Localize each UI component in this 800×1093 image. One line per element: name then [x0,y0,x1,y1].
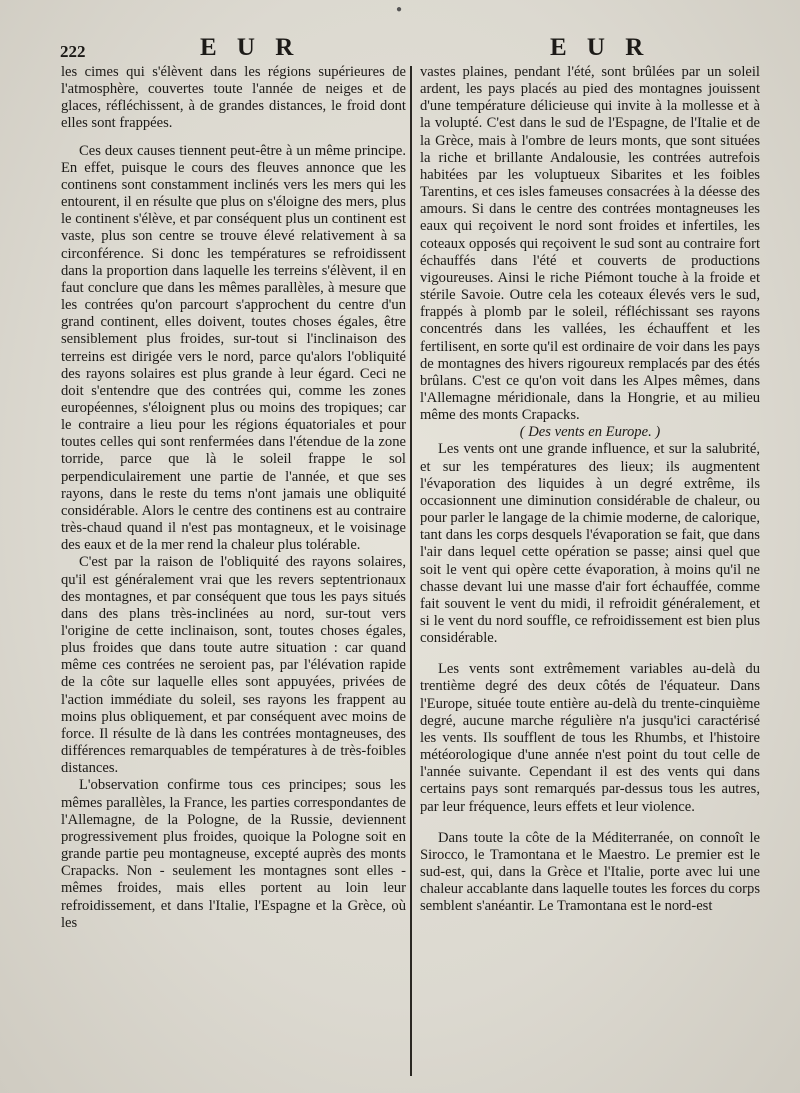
paragraph: vastes plaines, pendant l'été, sont brûlées par un soleil ardent, les pays placés au pied des montagnes jouissent d'une température délicieuse qui invite à la mollesse et à la volupté. C'est dans le sud de l'Espagne, de l'Italie et de la Grèce, mais à l'ombre de leurs monts, que sont situées la riche et brillante Andalousie, les contrées autrefois habitées par les voluptueux Sibarites et les foibles Tarentins, et ces isles fameuses consacrées à la déesse des amours. Si dans le centre des contrées montagneuses les eaux qui reçoivent le nord sont froides et infertiles, les coteaux opposés qui reçoivent le sud sont au contraire fort échauffés dans l'été et couverts de productions vigoureuses. Ainsi le riche Piémont touche à la froide et stérile Savoie. Outre cela les coteaux élevés vers le sud, frappés à plomb par le soleil, réfléchissant ses rayons concentrés dans les vallées, les échauffent et les fertilisent, en sorte qu'il est ordinaire de voir dans les pays de montagnes des hivers rigoureux remplacés par des étés brûlans. C'est ce qu'on voit dans les Alpes mêmes, dans l'Allemagne méridionale, dans la Hongrie, et au milieu même des monts Crapacks. [420,64,761,424]
column-divider [410,66,412,1076]
right-column [420,64,760,916]
paragraph: les cimes qui s'élèvent dans les régions supérieures de l'atmosphère, couvertes toute l'année de neiges et de glaces, réfléchissent, à de grandes distances, le froid dont elles sont frappées. [61,64,406,132]
left-column [61,64,406,932]
running-head-left: E U R [200,34,301,61]
paragraph: Ces deux causes tiennent peut-être à un même principe. En effet, puisque le cours des fleuves annonce que les continens sont constamment inclinés vers les mers qui les entourent, il en résulte que plus on s'éloigne des mers, plus le continent s'élève, et par conséquent plus un continent est vaste, plus son centre se trouve élevé relativement à sa circonférence. Si donc les températures se refroidissent dans la proportion dans laquelle les terreins s'élèvent, il en faut conclure que dans les mêmes parallèles, à mesure que les contrées qu'on parcourt s'approchent du centre d'un grand continent, elles doivent, toutes choses égales, être sensiblement plus froides, sur-tout si l'inclinaison des terreins est dirigée vers le nord, parce qu'alors l'obliquité des rayons solaires est plus grande à leur égard. Ceci ne doit s'entendre que des contrées qui, comme les zones européennes, s'éloignent plus ou moins des tropiques; car le contraire a lieu pour les régions équatoriales et pour toutes celles qui sont renfermées dans l'étendue de la zone torride, parce que là le soleil frappe le sol perpendiculairement une partie de l'année, et que ses rayons, dans le reste du tems n'ont jamais une obliquité considérable. Alors le centre des continens est au contraire très-chaud quand il n'est pas montagneux, et le voisinage des eaux et de la mer rend la chaleur plus tolérable. [61,142,406,554]
paragraph: Les vents ont une grande influence, et sur la salubrité, et sur les températures des lieux; ils augmentent l'évaporation des liquides à un degré extrême, ils occasionnent une diminution considérable de chaleur, ou pour parler le langage de la chimie moderne, de calorique, tant dans les corps desquels l'évaporation se fait, que dans l'air dans lequel cette opération se passe; ainsi quel que soit le vent qui opère cette évaporation, à moins qu'il ne chasse devant lui une masse d'air fort échauffée, comme fait souvent le vent du midi, il refroidit généralement, et si le vent du nord souffle, ce refroidissement est bien plus considérable. [420,441,760,647]
page-header [0,32,800,62]
section-heading: ( Des vents en Europe. ) [519,424,661,441]
paragraph: Les vents sont extrêmement variables au-delà du trentième degré des deux côtés de l'équateur. Dans l'Europe, située toute entière au-delà du trente-cinquième degré, aucune marche régulière n'a jusqu'ici caractérisé les vents. Ils soufflent de tous les Rhumbs, et l'histoire météorologique d'une année n'est point du tout celle de l'année suivante. Cependant il est des vents qui dans certains pays sont remarqués par-dessus tous les autres, par leur fréquence, leurs effets et leur violence. [420,661,760,815]
paragraph: Dans toute la côte de la Méditerranée, on connoît le Sirocco, le Tramontana et le Maestro. Le premier est le sud-est, qui, dans la Grèce et l'Italie, porte avec lui une chaleur accablante dans laquelle toutes les forces du corps semblent s'anéantir. Le Tramontana est le nord-est [420,829,760,915]
paragraph: C'est par la raison de l'obliquité des rayons solaires, qu'il est généralement vrai que les revers septentrionaux des montagnes, et par conséquent que tous les pays situés dans des plans très-inclinées au nord, sur-tout vers l'origine de cette inclinaison, sont, toutes choses égales, plus froides que dans toute autre situation : car quand même ces contrées ne seroient pas, par l'élévation rapide de la côte sur laquelle elles sont appuyées, privées de l'action immédiate du soleil, ses rayons les frappent au moins plus obliquement, et par conséquent avec moins de force. Il résulte de là dans les contrées montagneuses, des différences remarquables de températures à de très-foibles distances. [61,554,406,777]
print-mark: ● [396,4,403,15]
paragraph: L'observation confirme tous ces principes; sous les mêmes parallèles, la France, les parties correspondantes de l'Allemagne, de la Pologne, de la Russie, deviennent progressivement plus froides, quoique la Pologne soit en grande partie peu montagneuse, excepté auprès des monts Crapacks. Non - seulement les montagnes sont elles - mêmes froides, mais elles portent au loin leur refroidissement, et dans l'Italie, l'Espagne et la Grèce, où les [61,777,406,931]
running-head-right: E U R [550,34,651,61]
page-number: 222 [60,42,86,61]
